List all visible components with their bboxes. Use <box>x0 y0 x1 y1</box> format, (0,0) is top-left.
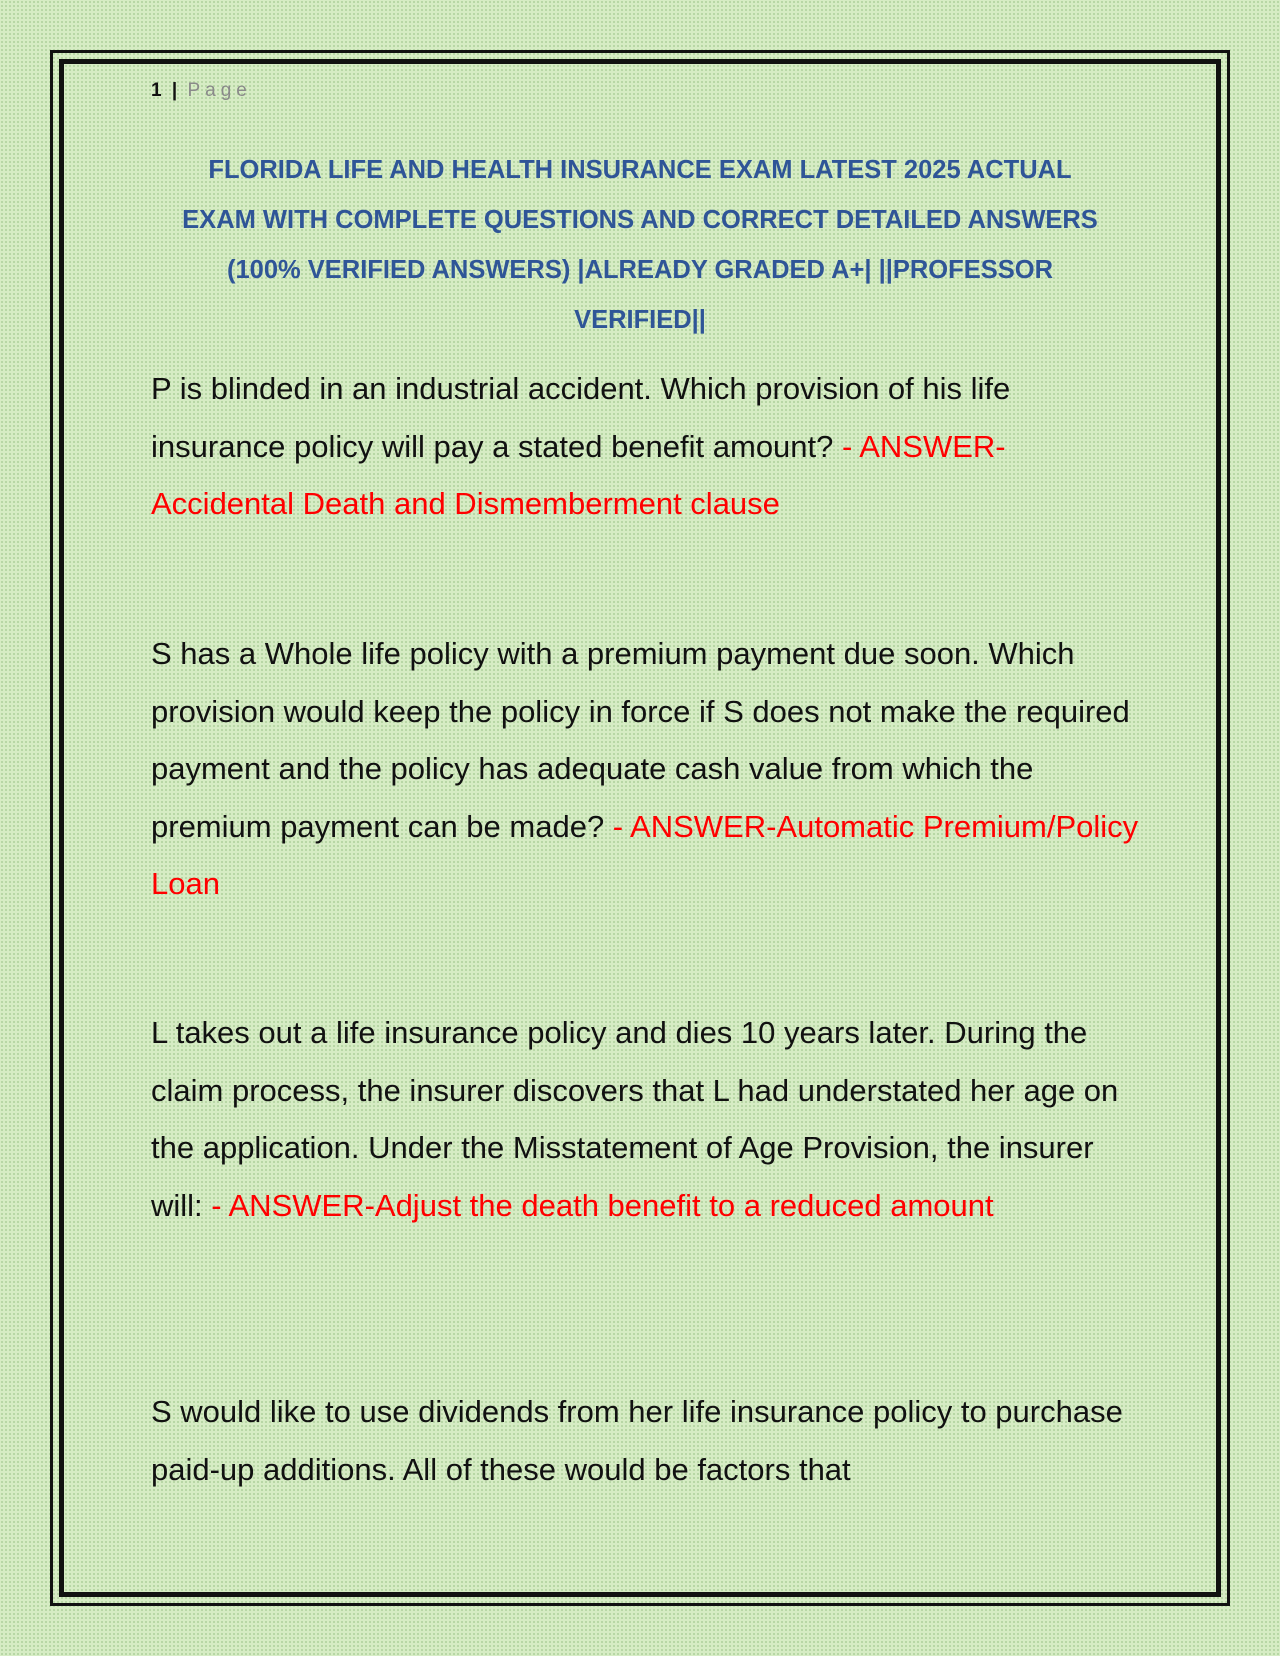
qa-item <box>151 625 1141 913</box>
page-header <box>151 80 252 102</box>
question-text: S would like to use dividends from her life insurance policy to purchase paid-up additions. All of these would be factors that <box>151 1394 1123 1487</box>
page-number: 1 <box>151 80 163 101</box>
page-separator: | <box>171 80 179 101</box>
question-text: P is blinded in an industrial accident. Which provision of his life insurance policy will pay a stated benefit amount? <box>151 371 1011 464</box>
qa-item <box>151 1383 1141 1498</box>
qa-item <box>151 360 1141 533</box>
question-text: L takes out a life insurance policy and dies 10 years later. During the claim process, the insurer discovers that L had understated her age on the application. Under the Misstatement of Age Provision, the insurer will: <box>151 1015 1119 1223</box>
page-label: Page <box>187 80 252 101</box>
question-text: S has a Whole life policy with a premium payment due soon. Which provision would keep the policy in force if S does not make the required payment and the policy has adequate cash value from which the premium payment can be made? <box>151 636 1130 844</box>
answer-text: - ANSWER-Accidental Death and Dismemberment clause <box>151 428 1006 521</box>
answer-text: - ANSWER-Adjust the death benefit to a reduced amount <box>211 1187 994 1223</box>
qa-item <box>151 1004 1141 1234</box>
document-title: FLORIDA LIFE AND HEALTH INSURANCE EXAM LATEST 2025 ACTUAL EXAM WITH COMPLETE QUESTIONS AND CORRECT DETAILED ANSWERS (100% VERIFIED ANSWERS) |ALREADY GRADED A+| ||PROFESSOR VERIFIED|| <box>182 156 1098 334</box>
answer-text: - ANSWER-Automatic Premium/Policy Loan <box>151 808 1139 901</box>
